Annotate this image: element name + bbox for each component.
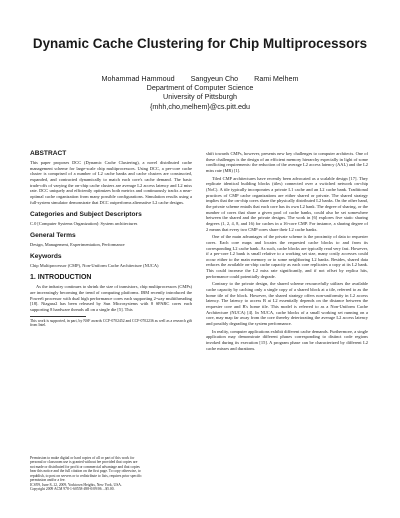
author-university: University of Pittsburgh: [163, 92, 237, 102]
copyright-line: bear this notice and the full citation on the first page. To copy otherwise, to: [30, 469, 141, 474]
categories-heading: Categories and Subject Descriptors: [30, 210, 142, 218]
categories-text: C.0 [Computer Systems Organization]: System architectures: [30, 220, 138, 226]
footnote-rule: [30, 316, 86, 317]
footnote-text: This work is supported, in part, by NSF awards CCF-0702452 and CCF-0702236 as well as a research gift from Intel.: [30, 318, 192, 328]
copyright-line: ICS'09, June 8–12, 2009, Yorktown Heights, New York, USA.: [30, 482, 122, 487]
copyright-line: Permission to make digital or hard copies of all or part of this work for: [30, 456, 135, 460]
body-paragraph: shift towards CMPs, however, presents new key challenges to computer architects. One of these challenges is the design of an efficient memory hierarchy especially in light of some conflicting requirements: the reduction of the average L2 access latency (AAL) and the L2 miss rate (MR) [1].: [206, 151, 368, 173]
copyright-line: personal or classroom use is granted without fee provided that copies are: [30, 460, 138, 465]
copyright-line: republish, to post on servers or to redistribute to lists, requires prior specific: [30, 473, 142, 478]
left-column: [30, 150, 192, 330]
general-terms-heading: General Terms: [30, 231, 76, 239]
author-names: [0, 74, 400, 83]
copyright-line: permission and/or a fee.: [30, 478, 66, 483]
abstract-heading: ABSTRACT: [30, 150, 67, 157]
body-paragraph: Tiled CMP architectures have recently been advocated as a scalable design [17]. They replicate identical building blocks (tiles) connected over a switched network on-chip (NoC). A tile typically incorporates a private L1 cache and an L2 cache bank. Traditional practices of CMP cache organizations are either shared or private. The shared strategy implies that the on-chip cores share the physically distributed L2 banks. On the other hand, the private scheme entails that each core has its own L2 bank. The degree of sharing, or the number of cores that share a given pool of cache banks, could also be set somewhere between the shared and the private designs. The work in [6] explores five static sharing degrees (1, 2, 4, 8, and 16) for caches in a 16-core CMP. For instance, a sharing degree of 2 means that every two CMP cores share their L2 cache banks.: [206, 175, 368, 232]
abstract-text: This paper proposes DCC (Dynamic Cache Clustering), a novel distributed cache management scheme for large-scale chip multiprocessors. Using DCC, a per-core cache cluster is comprised of a number of L2 cache banks and cache clusters are constructed, expanded, and contracted dynamically to match each core's cache demand. The basic trade-offs of varying the on-chip cache clusters are average L2 access latency and L2 miss rate. DCC uniquely and efficiently optimizes both metrics and continuously tracks a near-optimal cache organization from many possible configurations. Simulation results using a full-system simulator demonstrate that DCC outperforms alternative L2 cache designs.: [30, 160, 192, 205]
keywords-heading: Keywords: [30, 253, 62, 261]
copyright-notice: [30, 456, 192, 492]
copyright-line: Copyright 2009 ACM 978-1-60558-498-0/09/06 ...$5.00.: [30, 487, 115, 492]
author-block: [0, 74, 400, 111]
author-name: Mohammad Hammoud: [101, 74, 175, 83]
author-name: Rami Melhem: [254, 74, 299, 83]
paper-title: Dynamic Cache Clustering for Chip Multiprocessors: [32, 36, 368, 51]
author-department: Department of Computer Science: [146, 83, 254, 93]
author-email: {mhh,cho,melhem}@cs.pitt.edu: [150, 101, 250, 111]
right-column: [206, 151, 368, 353]
introduction-heading: 1. INTRODUCTION: [30, 274, 92, 282]
general-terms-text: Design, Management, Experimentation, Performance: [30, 241, 125, 247]
keywords-text: Chip Multiprocessor (CMP), Non-Uniform Cache Architecture (NUCA): [30, 263, 159, 269]
body-paragraph: One of the main advantages of the private scheme is the proximity of data to requester cores. Each core maps and locates the requested cache blocks to and from its corresponding L2 cache bank. As such, cache blocks are typically read very fast. However, if a per-core L2 bank is small relative to a working set size, many costly accesses could occur either to the main memory or to some neighboring L2 banks. Besides, shared data reduces the available on-chip cache capacity as each core replicates a copy at its L2 bank. This could increase the L2 miss rate significantly, and if not offset by replica hits, performance could potentially degrade.: [206, 234, 368, 279]
body-paragraph: In reality, computer applications exhibit different cache demands. Furthermore, a single application may demonstrate different phases corresponding to distinct code regions invoked during its execution [15]. A program phase can be characterized by different L2 cache misses and durations.: [206, 328, 368, 351]
author-name: Sangyeun Cho: [190, 74, 239, 83]
copyright-line: not made or distributed for profit or commercial advantage and that copies: [30, 464, 140, 469]
introduction-text: As the industry continues to shrink the size of transistors, chip multiprocessors (CMPs) are increasingly becoming the trend of computing platforms. IBM recently introduced the Power6 processor with dual high performance cores each supporting 2-way multithreading [18]. Niagara2 has been released by Sun Microsystems with 8 SPARC cores each supporting 8 hardware threads all on a single die [5]. This: [30, 284, 192, 312]
body-paragraph: Contrary to the private design, the shared scheme resourcefully utilizes the available cache capacity by caching only a single copy of a shared block at a tile, referred to as the home tile of the block. However, the shared strategy offers non-uniformity in L2 access latency. The latency to access B at L2 essentially depends on the distance between the requester core and B's home tile. This model is referred to as a Non-Uniform Cache Architecture (NUCA) [4]. In NUCA, cache blocks of a small working set running on a core, may map far away from the core thereby deteriorating the average L2 access latency and possibly degrading the system performance.: [206, 281, 368, 327]
